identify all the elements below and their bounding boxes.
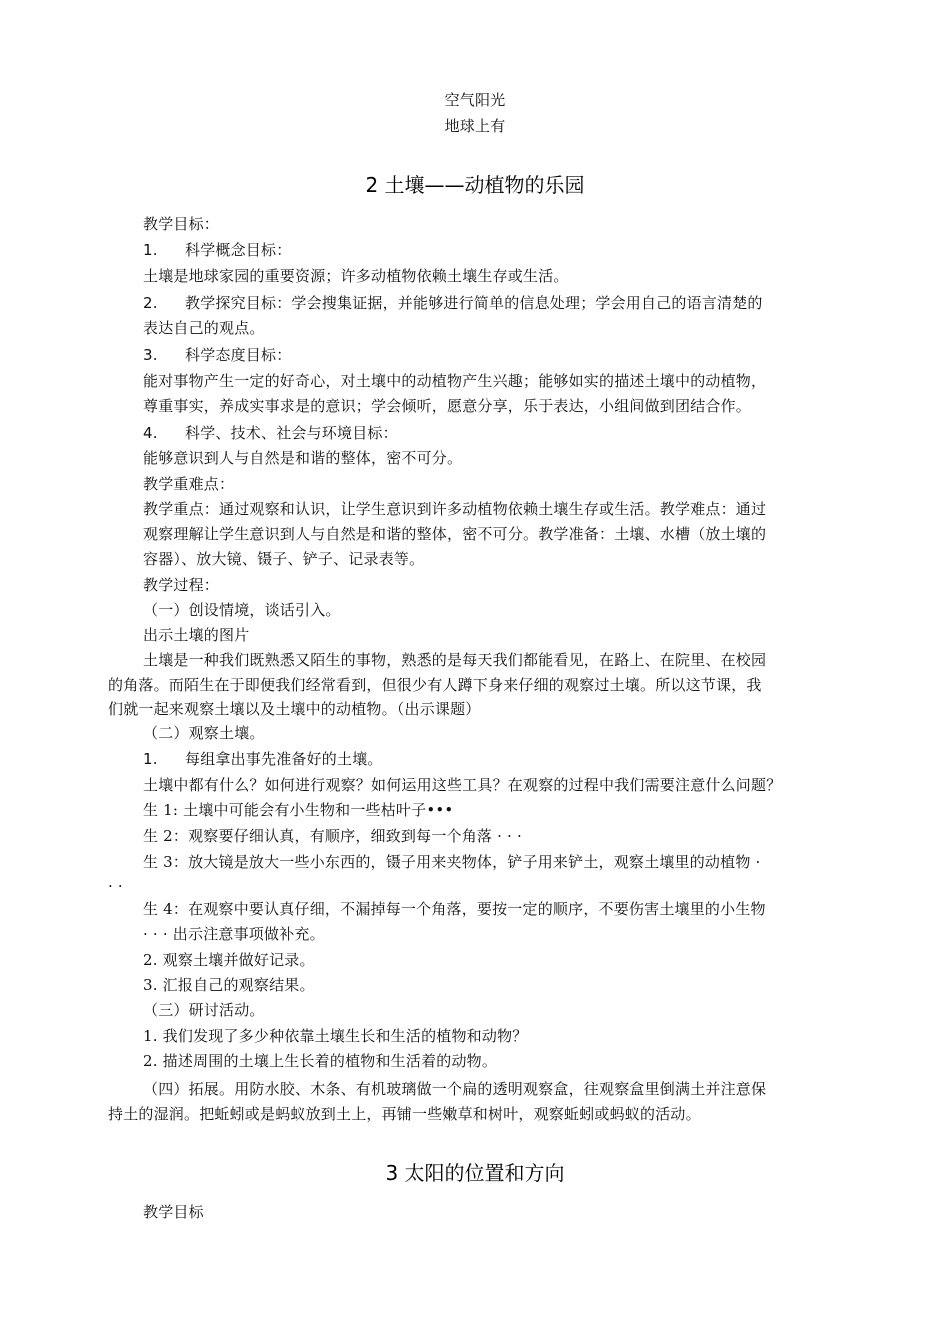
intro-paragraph-c: 们就一起来观察土壤以及土壤中的动植物。（出示课题）: [108, 700, 481, 718]
step-2-heading: （二）观察土壤。: [143, 724, 265, 742]
goal-2-text-b: 表达自己的观点。: [143, 319, 265, 337]
goal-1: [143, 240, 291, 260]
observe-item-2: 2. 观察土壤并做好记录。: [143, 951, 315, 969]
goal-2: [143, 293, 763, 313]
goal-1-number: 1.: [143, 241, 158, 259]
header-line-2: 地球上有: [444, 117, 506, 135]
goal-3-number: 3.: [143, 346, 158, 364]
intro-paragraph-a: 土壤是一种我们既熟悉又陌生的事物，熟悉的是每天我们都能看见，在路上、在院里、在校园: [143, 651, 767, 669]
goal-3: [143, 345, 291, 365]
student-4-answer-a: 生 4：在观察中要认真仔细，不漏掉每一个角落，要按一定的顺序，不要伤害土壤里的小生物: [143, 900, 766, 918]
discussion-item-2: 2. 描述周围的土壤上生长着的植物和生活着的动物。: [143, 1052, 498, 1070]
process-heading: 教学过程：: [143, 576, 220, 594]
step-4-text-a: （四）拓展。用防水胶、木条、有机玻璃做一个扁的透明观察盒，往观察盒里倒满土并注意保: [143, 1080, 767, 1098]
goal-1-text: 土壤是地球家园的重要资源；许多动植物依赖土壤生存或生活。: [143, 267, 569, 285]
student-2-answer: 生 2：观察要仔细认真，有顺序，细致到每一个角落 · · ·: [143, 827, 522, 845]
key-points-text-c: 容器）、放大镜、镊子、铲子、记录表等。: [143, 550, 425, 568]
observation-question: 土壤中都有什么？如何进行观察？如何运用这些工具？在观察的过程中我们需要注意什么问题？: [143, 776, 782, 794]
goal-3-text-a: 能对事物产生一定的好奇心，对土壤中的动植物产生兴趣；能够如实的描述土壤中的动植物，: [143, 372, 767, 390]
key-points-text-b: 观察理解让学生意识到人与自然是和谐的整体，密不可分。教学准备：土壤、水槽（放土壤的: [143, 525, 767, 543]
key-points-text-a: 教学重点：通过观察和认识，让学生意识到许多动植物依赖土壤生存或生活。教学难点：通过: [143, 500, 767, 518]
goal-3-text-b: 尊重事实，养成实事求是的意识；学会倾听，愿意分享，乐于表达，小组间做到团结合作。: [143, 397, 752, 415]
intro-paragraph-b: 的角落。而陌生在于即便我们经常看到，但很少有人蹲下身来仔细的观察过土壤。所以这节课，我: [108, 676, 762, 694]
goal-4-label: 科学、技术、社会与环境目标：: [185, 424, 398, 442]
student-3-answer-a: 生 3：放大镜是放大一些小东西的，镊子用来夹物体，铲子用来铲土，观察土壤里的动植物 ·: [143, 853, 761, 871]
student-3-answer-b: · ·: [108, 877, 123, 895]
observe-item-1: [143, 749, 383, 769]
student-4-answer-b: · · · 出示注意事项做补充。: [143, 925, 325, 943]
section-3-title: 3 太阳的位置和方向: [385, 1161, 565, 1185]
goal-4-number: 4.: [143, 424, 158, 442]
goal-2-number: 2.: [143, 294, 158, 312]
observe-item-3: 3. 汇报自己的观察结果。: [143, 976, 315, 994]
goal-3-label: 科学态度目标：: [185, 346, 292, 364]
discussion-item-1: 1. 我们发现了多少种依靠土壤生长和生活的植物和动物？: [143, 1027, 528, 1045]
observe-item-1-number: 1.: [143, 750, 158, 768]
step-1-heading: （一）创设情境，谈话引入。: [143, 601, 341, 619]
section-3-goals-heading: 教学目标: [143, 1203, 204, 1221]
step-1-show-picture: 出示土壤的图片: [143, 626, 250, 644]
section-2-title: 2 土壤——动植物的乐园: [365, 173, 585, 197]
goals-heading: 教学目标：: [143, 215, 220, 233]
goal-2-text-a: 教学探究目标：学会搜集证据，并能够进行简单的信息处理；学会用自己的语言清楚的: [185, 294, 763, 312]
step-4-text-b: 持土的湿润。把蚯蚓或是蚂蚁放到土上，再铺一些嫩草和树叶，观察蚯蚓或蚂蚁的活动。: [108, 1105, 701, 1123]
step-3-heading: （三）研讨活动。: [143, 1001, 265, 1019]
observe-item-1-text: 每组拿出事先准备好的土壤。: [185, 750, 383, 768]
goal-4: [143, 423, 398, 443]
student-1-answer: 生 1: 土壤中可能会有小生物和一些枯叶子•••: [143, 801, 454, 819]
header-line-1: 空气阳光: [444, 91, 506, 109]
goal-1-label: 科学概念目标：: [185, 241, 292, 259]
key-points-heading: 教学重难点：: [143, 475, 235, 493]
goal-4-text: 能够意识到人与自然是和谐的整体，密不可分。: [143, 449, 463, 467]
